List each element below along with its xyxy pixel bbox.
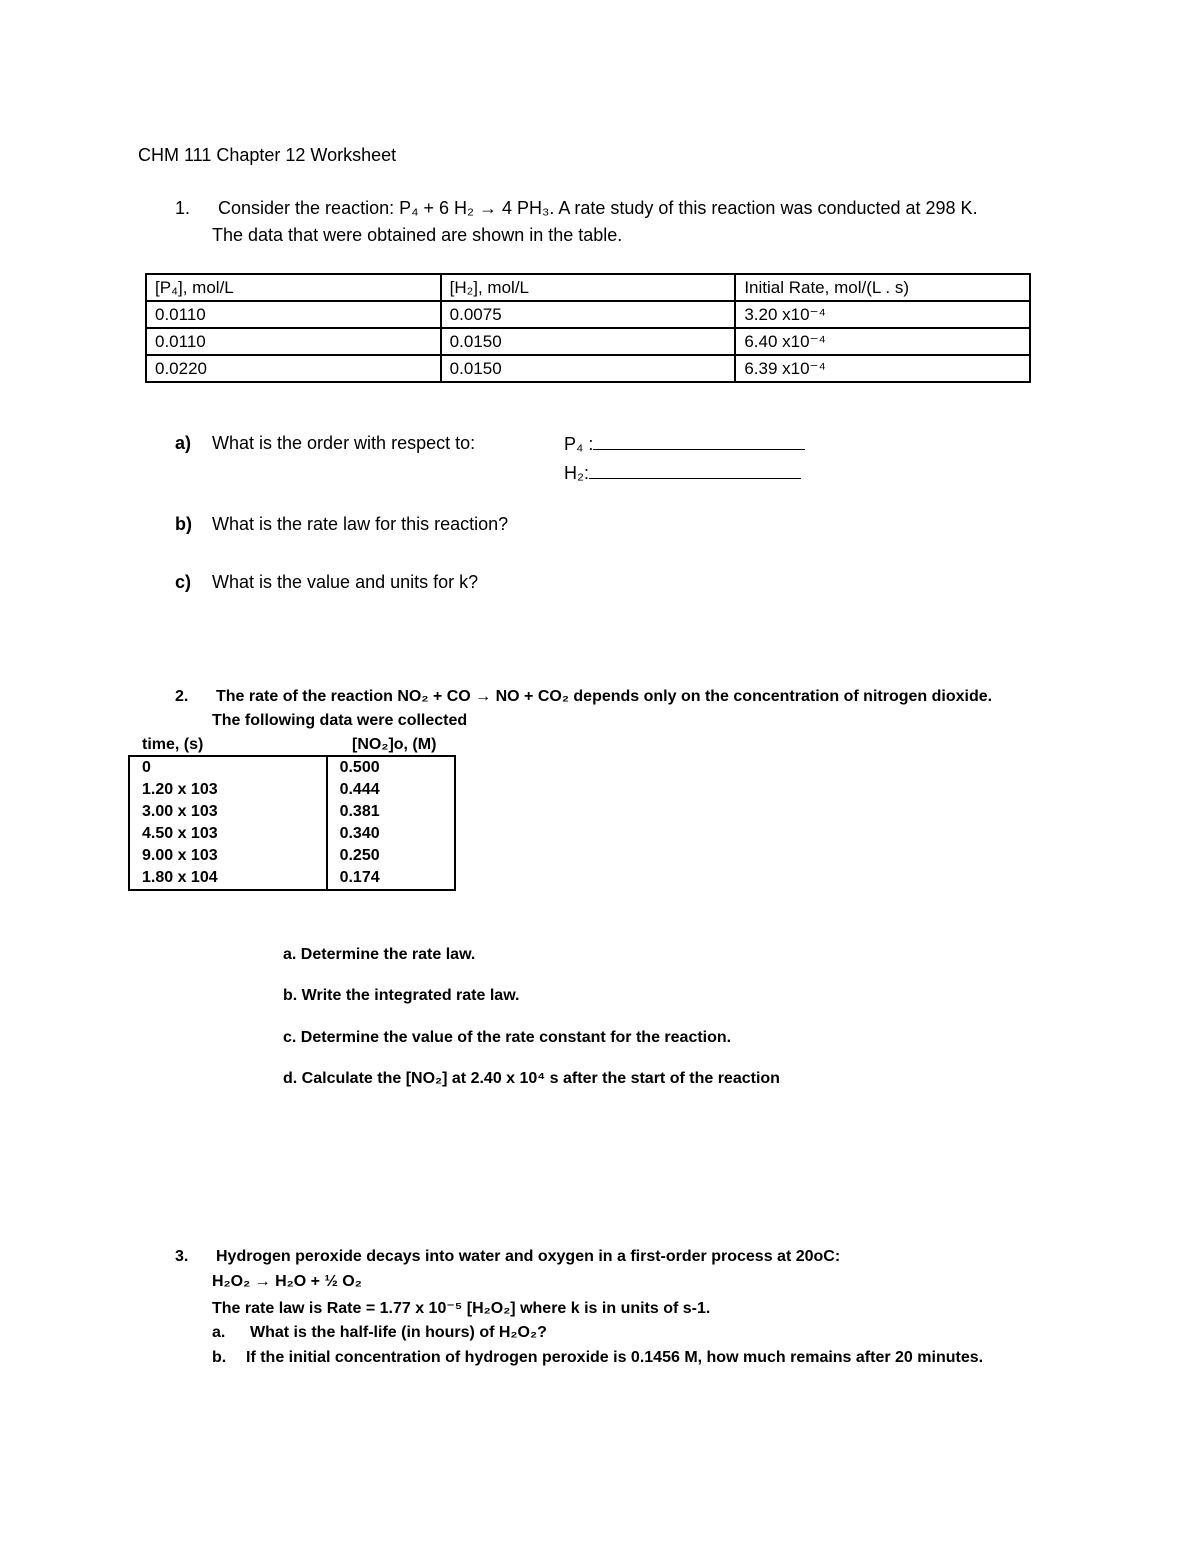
- table-row: [129, 779, 455, 801]
- table-cell: 0.0150: [441, 328, 736, 355]
- q2-col-conc: [NO₂]o, (M): [352, 736, 437, 753]
- q3-number: 3.: [175, 1248, 189, 1265]
- table-row: [146, 301, 1030, 328]
- table-cell: 0.0110: [146, 301, 441, 328]
- q2-part-a: a. Determine the rate law.: [283, 946, 476, 963]
- q1a-p4-answer: [564, 433, 805, 455]
- q2-part-d: d. Calculate the [NO₂] at 2.40 x 10⁴ s after the start of the reaction: [283, 1070, 780, 1087]
- q1b-label: b): [175, 514, 192, 534]
- q3b-label: b.: [212, 1349, 227, 1366]
- table-header-cell: Initial Rate, mol/(L . s): [735, 274, 1030, 301]
- table-header-cell: [H₂], mol/L: [441, 274, 736, 301]
- page-title: CHM 111 Chapter 12 Worksheet: [138, 145, 397, 165]
- rate-data-table: [145, 273, 1031, 383]
- table-cell: 3.20 x10⁻⁴: [735, 301, 1030, 328]
- q1b-text: What is the rate law for this reaction?: [212, 514, 509, 534]
- table-row: [129, 867, 455, 890]
- q2-part-b: b. Write the integrated rate law.: [283, 987, 520, 1004]
- q3a-text: What is the half-life (in hours) of H₂O₂?: [250, 1324, 547, 1341]
- table-cell: 0.444: [327, 779, 455, 801]
- table-cell: 0.500: [327, 756, 455, 779]
- table-cell: 0.381: [327, 801, 455, 823]
- q2-intro-line2: The following data were collected: [212, 712, 468, 729]
- table-cell: 3.00 x 103: [129, 801, 327, 823]
- q1-intro-line1: Consider the reaction: P₄ + 6 H₂ → 4 PH₃. A rate study of this reaction was conducted at 298 K.: [218, 198, 978, 218]
- answer-line[interactable]: [593, 433, 805, 450]
- table-cell: 4.50 x 103: [129, 823, 327, 845]
- q1a-p4-label: P₄ :: [564, 434, 594, 454]
- q3-rate-law: The rate law is Rate = 1.77 x 10⁻⁵ [H₂O₂] where k is in units of s-1.: [212, 1300, 711, 1317]
- table-cell: 9.00 x 103: [129, 845, 327, 867]
- q1a-h2-answer: [564, 462, 801, 484]
- table-cell: 6.39 x10⁻⁴: [735, 355, 1030, 382]
- answer-line[interactable]: [589, 462, 801, 479]
- q1c-label: c): [175, 572, 192, 592]
- table-cell: 0.340: [327, 823, 455, 845]
- table-cell: 6.40 x10⁻⁴: [735, 328, 1030, 355]
- table-row: [129, 823, 455, 845]
- q1a-label: a): [175, 433, 192, 453]
- concentration-time-table: [128, 755, 456, 891]
- q1-number: 1.: [175, 198, 191, 218]
- q1-intro-line2: The data that were obtained are shown in the table.: [212, 225, 623, 245]
- table-row: [146, 328, 1030, 355]
- q2-part-c: c. Determine the value of the rate constant for the reaction.: [283, 1029, 732, 1046]
- q2-col-time: time, (s): [142, 736, 204, 753]
- table-cell: 0.0110: [146, 328, 441, 355]
- table-header-cell: [P₄], mol/L: [146, 274, 441, 301]
- table-cell: 0: [129, 756, 327, 779]
- q1a-text: What is the order with respect to:: [212, 433, 476, 453]
- table-cell: 0.0150: [441, 355, 736, 382]
- table-cell: 0.0075: [441, 301, 736, 328]
- q3-intro: Hydrogen peroxide decays into water and oxygen in a first-order process at 20oC:: [216, 1248, 841, 1265]
- table-cell: 0.250: [327, 845, 455, 867]
- q2-intro-line1: The rate of the reaction NO₂ + CO → NO + CO₂ depends only on the concentration of nitrogen dioxide.: [216, 688, 993, 705]
- table-header-row: [146, 274, 1030, 301]
- q3-equation: H₂O₂ → H₂O + ½ O₂: [212, 1273, 362, 1290]
- q1c-text: What is the value and units for k?: [212, 572, 479, 592]
- table-row: [146, 355, 1030, 382]
- table-cell: 0.174: [327, 867, 455, 890]
- table-row: [129, 756, 455, 779]
- table-cell: 1.20 x 103: [129, 779, 327, 801]
- q2-number: 2.: [175, 688, 189, 705]
- table-cell: 1.80 x 104: [129, 867, 327, 890]
- table-row: [129, 845, 455, 867]
- q3b-text: If the initial concentration of hydrogen peroxide is 0.1456 M, how much remains after 20 minutes.: [246, 1349, 984, 1366]
- q3a-label: a.: [212, 1324, 226, 1341]
- q1a-h2-label: H₂:: [564, 463, 589, 483]
- table-row: [129, 801, 455, 823]
- table-cell: 0.0220: [146, 355, 441, 382]
